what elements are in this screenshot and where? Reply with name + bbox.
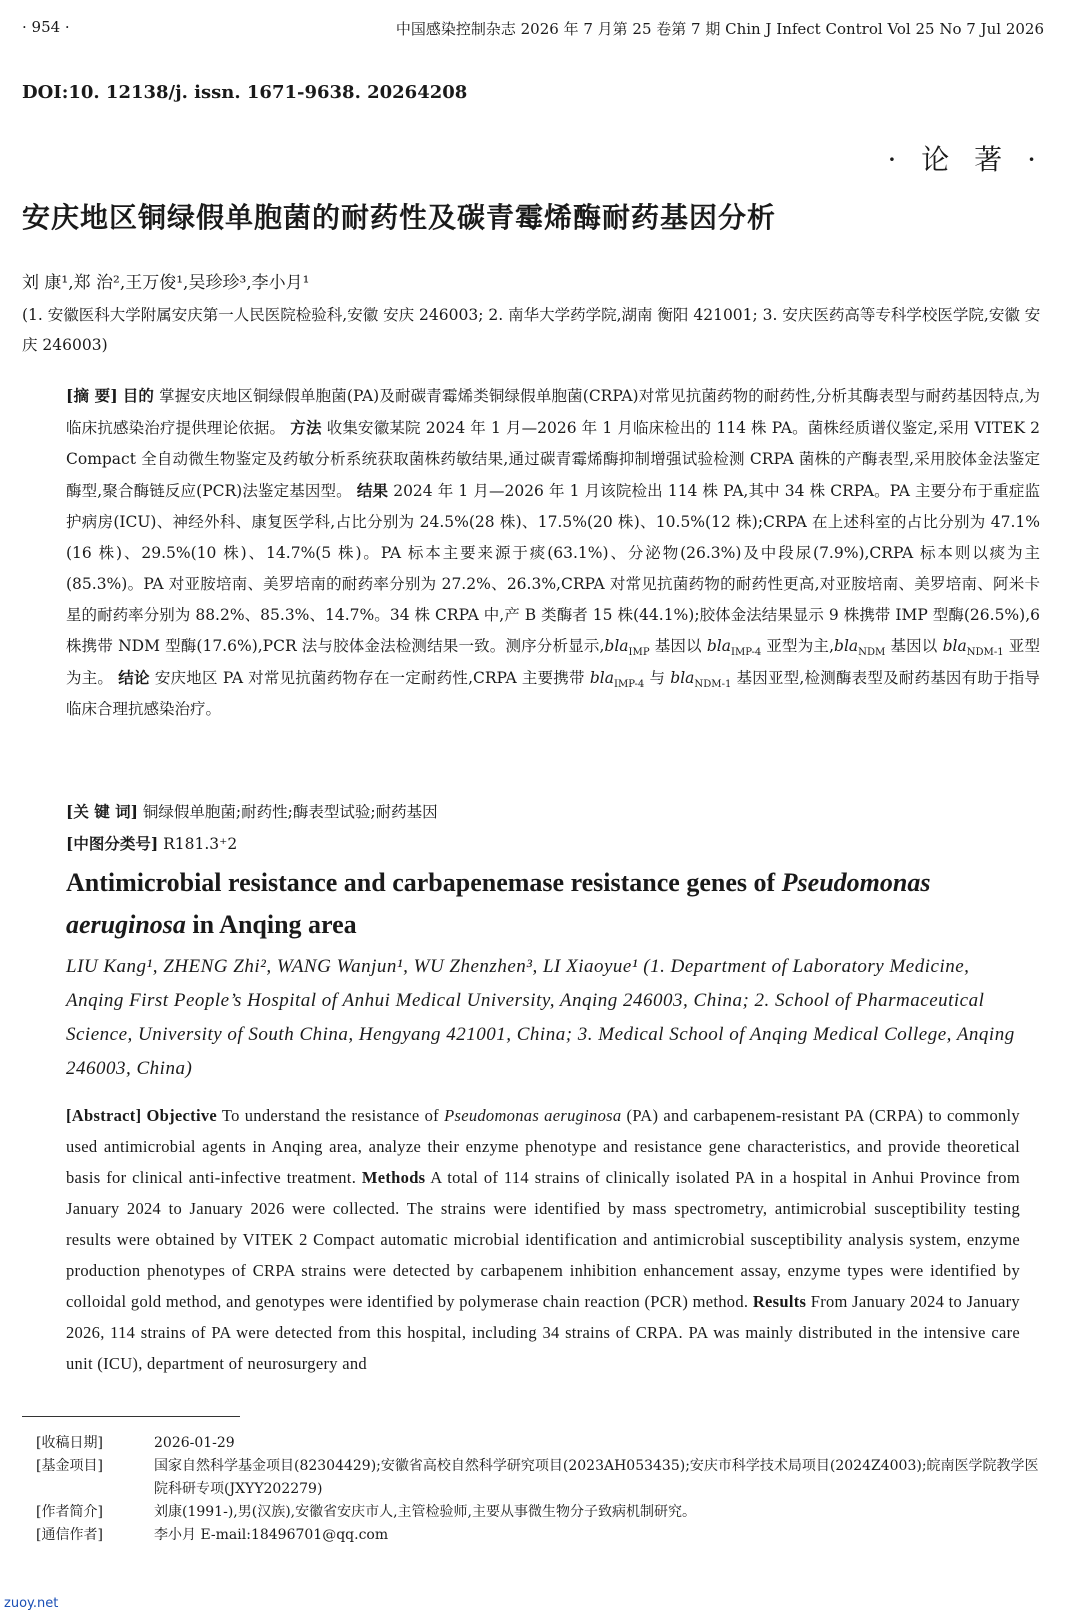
cn-conclusion: 安庆地区 PA 对常见抗菌药物存在一定耐药性,CRPA 主要携带: [154, 669, 585, 687]
cn-abstract: [摘 要] 目的 掌握安庆地区铜绿假单胞菌(PA)及耐碳青霉烯类铜绿假单胞菌(CRPA)对常见抗菌药物的耐药性,分析其酶表型与耐药基因特点,为临床抗感染治疗提供理论依据。 方法 收集安徽某院 2024 年 1 月—2026 年 1 月临床检出的 114 株 PA。菌株经质谱仪鉴定,采用 VITEK 2 Compact 全自动微生物鉴定及药敏分析系统获取菌株药敏结果,通过碳青霉烯酶抑制增强试验检测 CRPA 菌株的产酶表型,采用胶体金法鉴定酶型,聚合酶链反应(PCR)法鉴定基因型。 结果 2024 年 1 月—2026 年 1 月该院检出 114 株 PA,其中 34 株 CRPA。PA 主要分布于重症监护病房(ICU)、神经外科、康复医学科,占比分别为 24.5%(28 株)、17.5%(20 株)、10.5%(12 株);CRPA 在上述科室的占比分别为 47.1%(16 株)、29.5%(10 株)、14.7%(5 株)。PA 标本主要来源于痰(63.1%)、分泌物(26.3%)及中段尿(7.9%),CRPA 标本则以痰为主(85.3%)。PA 对亚胺培南、美罗培南的耐药率分别为 27.2%、26.3%,CRPA 对常见抗菌药物的耐药性更高,对亚胺培南、美罗培南、阿米卡星的耐药率分别为 88.2%、85.3%、14.7%。34 株 CRPA 中,产 B 类酶者 15 株(44.1%);胶体金法结果显示 9 株携带 IMP 型酶(26.5%),6 株携带 NDM 型酶(17.6%),PCR 法与胶体金法检测结果一致。测序分析显示,bla$_{IMP}$ 基因以 bla$_{IMP-4}$ 亚型为主,bla$_{NDM}$ 基因以 bla$_{NDM-1}$ 亚型为主。 结论 安庆地区 PA 对常见抗菌药物存在一定耐药性,CRPA 主要携带 bla$_{IMP-4}$ 与 bla$_{NDM-1}$ 基因亚型,检测酶表型及耐药基因有助于指导临床合理抗感染治疗。: [66, 386, 1040, 718]
cn-clc: [66, 832, 1040, 854]
en-results: From January 2024 to January 2026, 114 strains of PA were detected from this hospital, including 34 strains of CRPA. PA was mainly distributed in the intensive care unit (ICU), department of neurosurgery and: [66, 1292, 1020, 1373]
cn-abstract-label: [摘 要]: [66, 386, 118, 405]
en-methods: A total of 114 strains of clinically isolated PA in a hospital in Anhui Province from January 2024 to January 2026 were collected. The strains were identified by mass spectrometry, antimicrobial susceptibility testing results were obtained by VITEK 2 Compact automatic microbial identification and antimicrobial susceptibility analysis system, enzyme production phenotypes of CRPA strains were detected by carbapenem inhibition enhancement assay, enzyme types were identified by colloidal gold method, and genotypes were identified by polymerase chain reaction (PCR) method.: [66, 1168, 1020, 1311]
footnote-corresponding: [通信作者] 李小月 E-mail:18496701@qq.com: [36, 1527, 389, 1543]
cn-title: 安庆地区铜绿假单胞菌的耐药性及碳青霉烯酶耐药基因分析: [22, 201, 777, 234]
en-abstract: [Abstract] Objective To understand the resistance of Pseudomonas aeruginosa (PA) and carbapenem-resistant PA (CRPA) to commonly used antimicrobial agents in Anqing area, analyze their enzyme phenotype and resistance gene characteristics, and provide theoretical basis for clinical anti-infective treatment. Methods A total of 114 strains of clinically isolated PA in a hospital in Anhui Province from January 2024 to January 2026 were collected. The strains were identified by mass spectrometry, antimicrobial susceptibility testing results were obtained by VITEK 2 Compact automatic microbial identification and antimicrobial susceptibility analysis system, enzyme production phenotypes of CRPA strains were detected by carbapenem inhibition enhancement assay, enzyme types were identified by colloidal gold method, and genotypes were identified by polymerase chain reaction (PCR) method. Results From January 2024 to January 2026, 114 strains of PA were detected from this hospital, including 34 strains of CRPA. PA was mainly distributed in the intensive care unit (ICU), department of neurosurgery and: [66, 1106, 1020, 1373]
en-methods-label: Methods: [361, 1168, 426, 1187]
en-results-label: Results: [752, 1292, 807, 1311]
en-objective-label: Objective: [146, 1106, 218, 1125]
cn-keywords-label: [关 键 词]: [66, 802, 138, 821]
cn-authors: 刘 康¹,郑 治²,王万俊¹,吴珍珍³,李小月¹: [22, 273, 310, 293]
section-label: · 论 著 ·: [887, 143, 1044, 176]
doi[interactable]: DOI:10. 12138/j. issn. 1671-9638. 20264208: [22, 82, 468, 103]
cn-objective-label: 目的: [122, 386, 155, 405]
cn-clc-text: R181.3⁺2: [163, 835, 238, 853]
footnote-funding: [基金项目] 国家自然科学基金项目(82304429);安徽省高校自然科学研究项目(2023AH053435);安庆市科学技术局项目(2024Z4003);皖南医学院教学医院科研专项(JXYY202279): [36, 1458, 1039, 1497]
cn-keywords: [66, 800, 1040, 822]
cn-methods: 收集安徽某院 2024 年 1 月—2026 年 1 月临床检出的 114 株 PA。菌株经质谱仪鉴定,采用 VITEK 2 Compact 全自动微生物鉴定及药敏分析系统获取菌株药敏结果,通过碳青霉烯酶抑制增强试验检测 CRPA 菌株的产酶表型,采用胶体金法鉴定酶型,聚合酶链反应(PCR)法鉴定基因型。: [66, 419, 1040, 500]
running-header: [22, 18, 1044, 44]
watermark[interactable]: zuoy.net: [4, 1596, 59, 1611]
cn-objective: 掌握安庆地区铜绿假单胞菌(PA)及耐碳青霉烯类铜绿假单胞菌(CRPA)对常见抗菌药物的耐药性,分析其酶表型与耐药基因特点,为临床抗感染治疗提供理论依据。: [66, 387, 1040, 437]
cn-conclusion-label: 结论: [118, 668, 150, 687]
en-abstract-label: [Abstract]: [66, 1106, 142, 1125]
journal-info: 中国感染控制杂志 2026 年 7 月第 25 卷第 7 期 Chin J Infect Control Vol 25 No 7 Jul 2026: [395, 20, 1044, 38]
cn-results: 2024 年 1 月—2026 年 1 月该院检出 114 株 PA,其中 34 株 CRPA。PA 主要分布于重症监护病房(ICU)、神经外科、康复医学科,占比分别为 24.5%(28 株)、17.5%(20 株)、10.5%(12 株);CRPA 在上述科室的占比分别为 47.1%(16 株)、29.5%(10 株)、14.7%(5 株)。PA 标本主要来源于痰(63.1%)、分泌物(26.3%)及中段尿(7.9%),CRPA 标本则以痰为主(85.3%)。PA 对亚胺培南、美罗培南的耐药率分别为 27.2%、26.3%,CRPA 对常见抗菌药物的耐药性更高,对亚胺培南、美罗培南、阿米卡星的耐药率分别为 88.2%、85.3%、14.7%。34 株 CRPA 中,产 B 类酶者 15 株(44.1%);胶体金法结果显示 9 株携带 IMP 型酶(26.5%),6 株携带 NDM 型酶(17.6%),PCR 法与胶体金法检测结果一致。测序分析显示,: [66, 482, 1040, 655]
footnote-divider: [22, 1416, 240, 1417]
footnote-author-bio: [作者简介] 刘康(1991-),男(汉族),安徽省安庆市人,主管检验师,主要从事微生物分子致病机制研究。: [36, 1504, 697, 1520]
cn-keywords-text: 铜绿假单胞菌;耐药性;酶表型试验;耐药基因: [142, 803, 438, 821]
cn-methods-label: 方法: [290, 418, 322, 437]
footnotes: [36, 1432, 1048, 1547]
cn-affiliation: (1. 安徽医科大学附属安庆第一人民医院检验科,安徽 安庆 246003; 2. 南华大学药学院,湖南 衡阳 421001; 3. 安庆医药高等专科学校医学院,安徽 安庆 246003): [22, 306, 1041, 354]
cn-clc-label: [中图分类号]: [66, 834, 159, 853]
en-authors: LIU Kang¹, ZHENG Zhi², WANG Wanjun¹, WU Zhenzhen³, LI Xiaoyue¹ (1. Department of Laboratory Medicine, Anqing First People’s Hospital of Anhui Medical University, Anqing 246003, China; 2. School of Pharmaceutical Science, University of South China, Hengyang 421001, China; 3. Medical School of Anqing Medical College, Anqing 246003, China): [66, 956, 1015, 1079]
page-number: · 954 ·: [22, 18, 70, 36]
footnote-received: [收稿日期] 2026-01-29: [36, 1435, 235, 1451]
en-title: Antimicrobial resistance and carbapenemase resistance genes of Pseudomonas aeruginosa in Anqing area: [66, 868, 931, 939]
cn-results-label: 结果: [356, 481, 389, 500]
